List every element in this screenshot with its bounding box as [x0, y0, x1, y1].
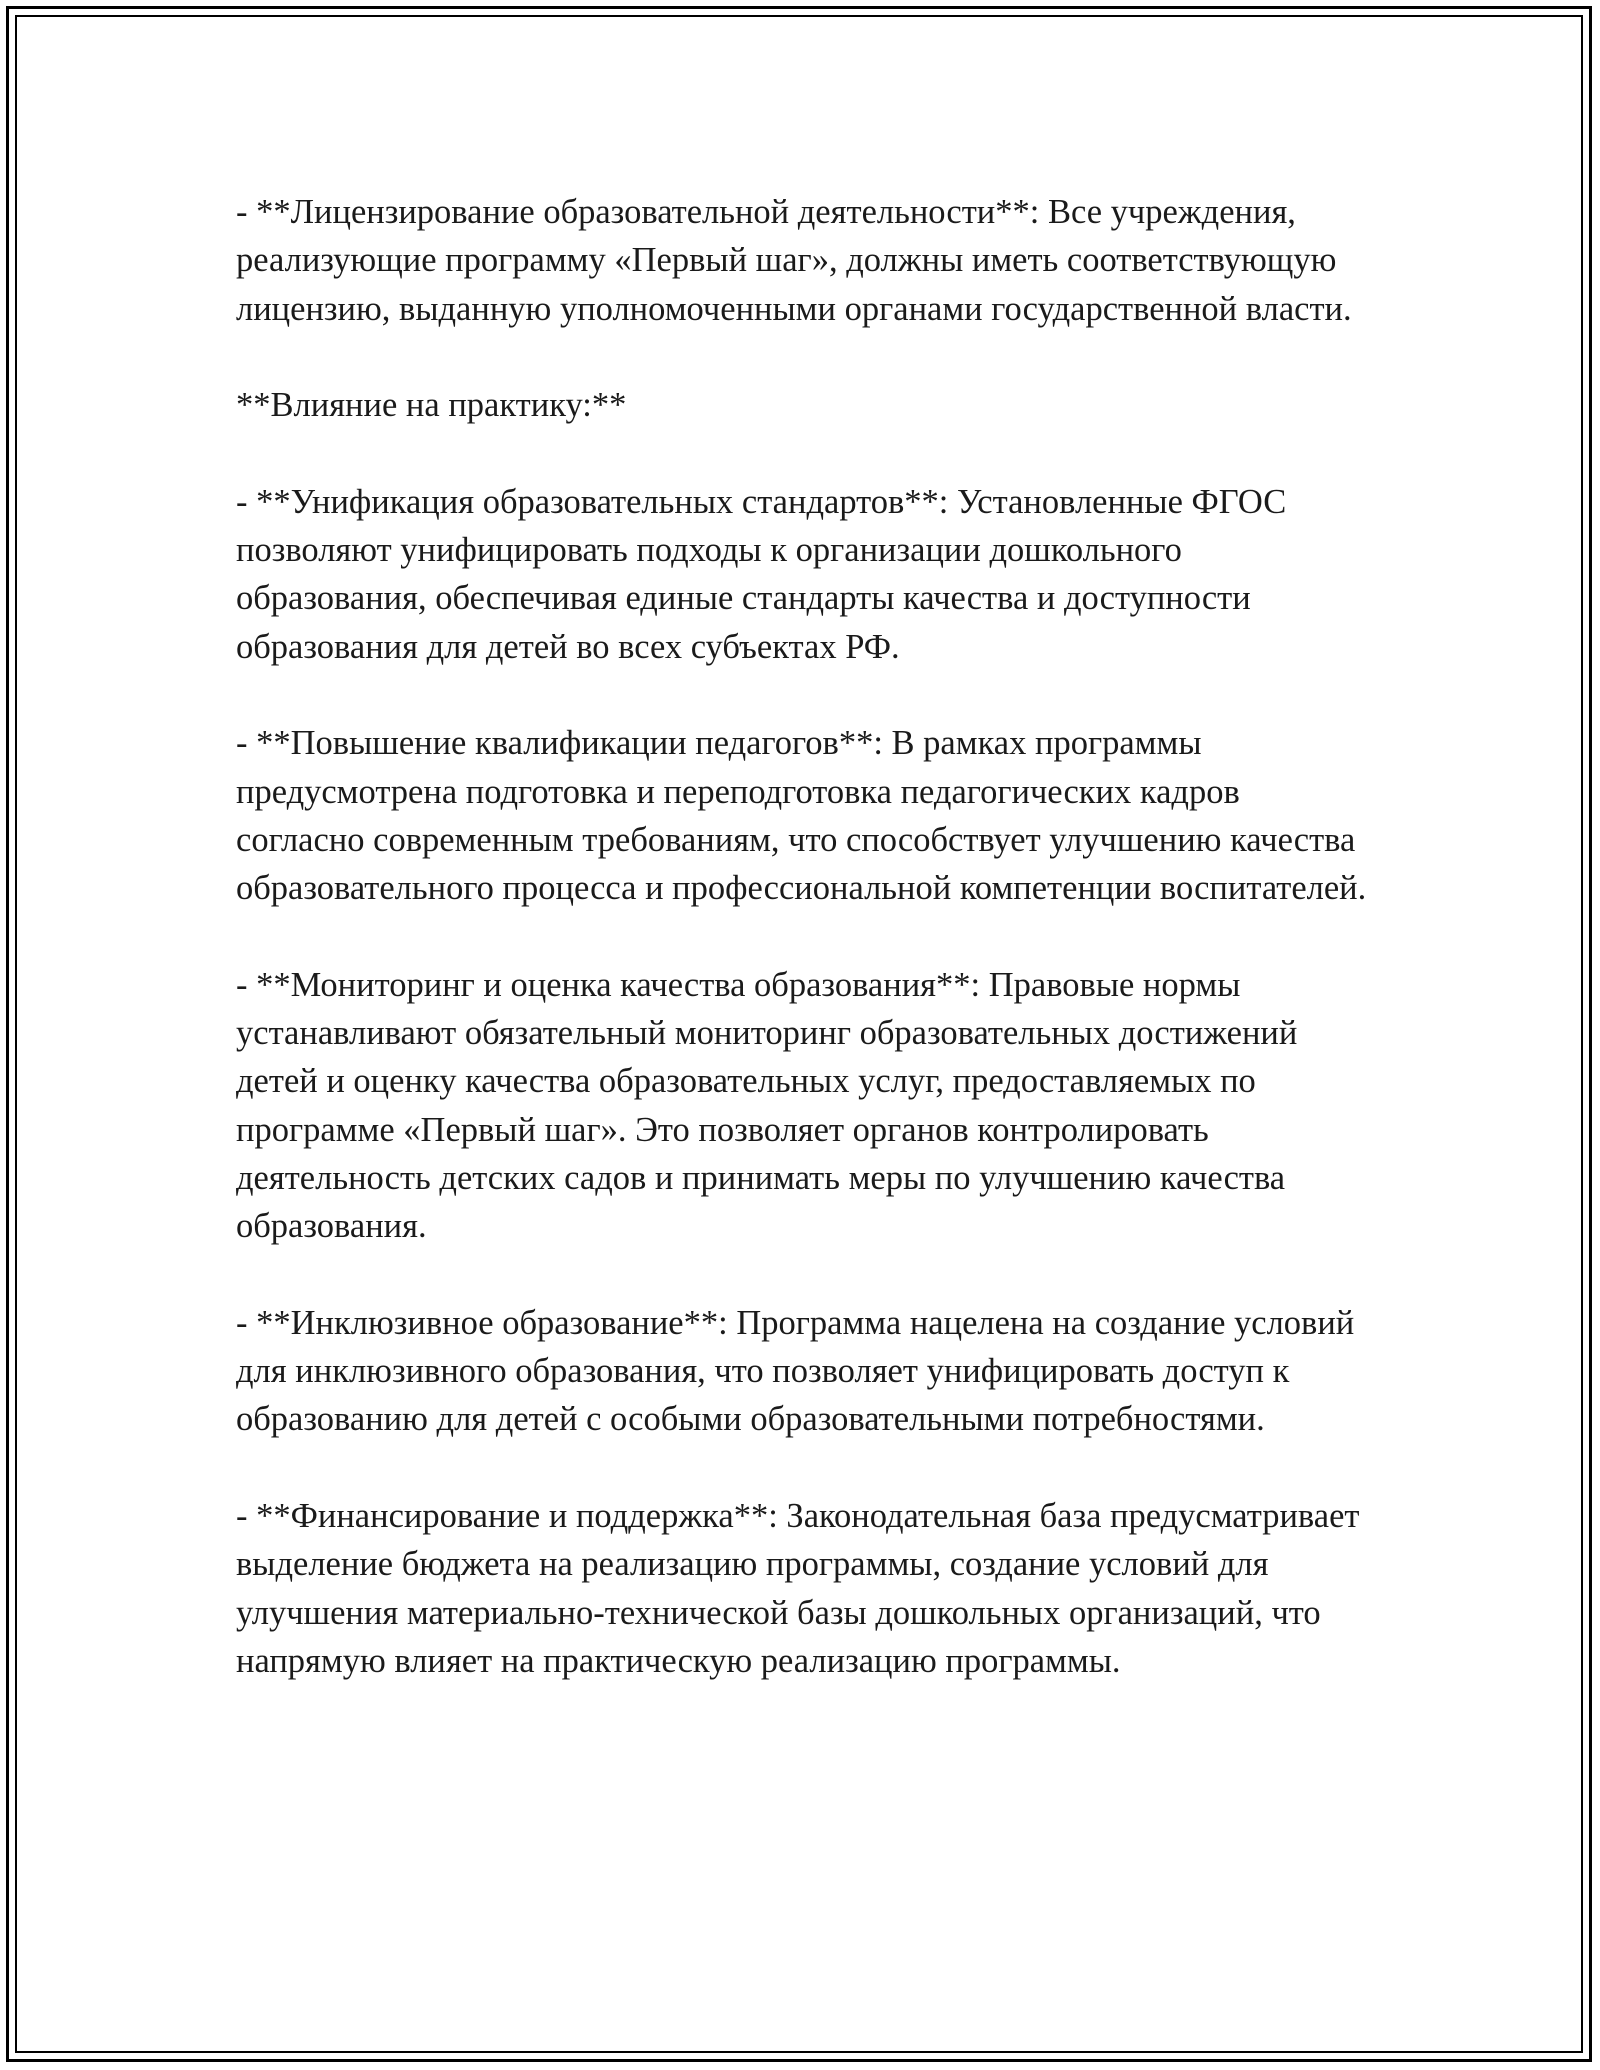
paragraph-monitoring: - **Мониторинг и оценка качества образования**: Правовые нормы устанавливают обязательный мониторинг образовательных достижений детей и оценку качества образовательных услуг, предоставляемых по программе «Первый шаг». Это позволяет органов контролировать деятельность детских садов и принимать меры по улучшению качества образования. [236, 965, 1298, 1246]
paragraph-unification: - **Унификация образовательных стандартов**: Установленные ФГОС позволяют унифицировать подходы к организации дошкольного образования, обеспечивая единые стандарты качества и доступности образования для детей во всех субъектах РФ. [236, 482, 1287, 666]
document-body [236, 188, 1376, 1685]
paragraph-financing: - **Финансирование и поддержка**: Законодательная база предусматривает выделение бюджета на реализацию программы, создание условий для улучшения материально-технической базы дошкольных организаций, что напрямую влияет на практическую реализацию программы. [236, 1497, 1360, 1680]
paragraph-qualification: - **Повышение квалификации педагогов**: В рамках программы предусмотрена подготовка и переподготовка педагогических кадров согласно современным требованиям, что способствует улучшению качества образовательного процесса и профессиональной компетенции воспитателей. [236, 724, 1367, 908]
paragraph-licensing: - **Лицензирование образовательной деятельности**: Все учреждения, реализующие программу «Первый шаг», должны иметь соответствующую лицензию, выданную уполномоченными органами государственной власти. [236, 193, 1352, 328]
heading-practice-impact: **Влияние на практику:** [236, 386, 627, 425]
paragraph-inclusive: - **Инклюзивное образование**: Программа нацелена на создание условий для инклюзивного образования, что позволяет унифицировать доступ к образованию для детей с особыми образовательными потребностями. [236, 1303, 1355, 1439]
